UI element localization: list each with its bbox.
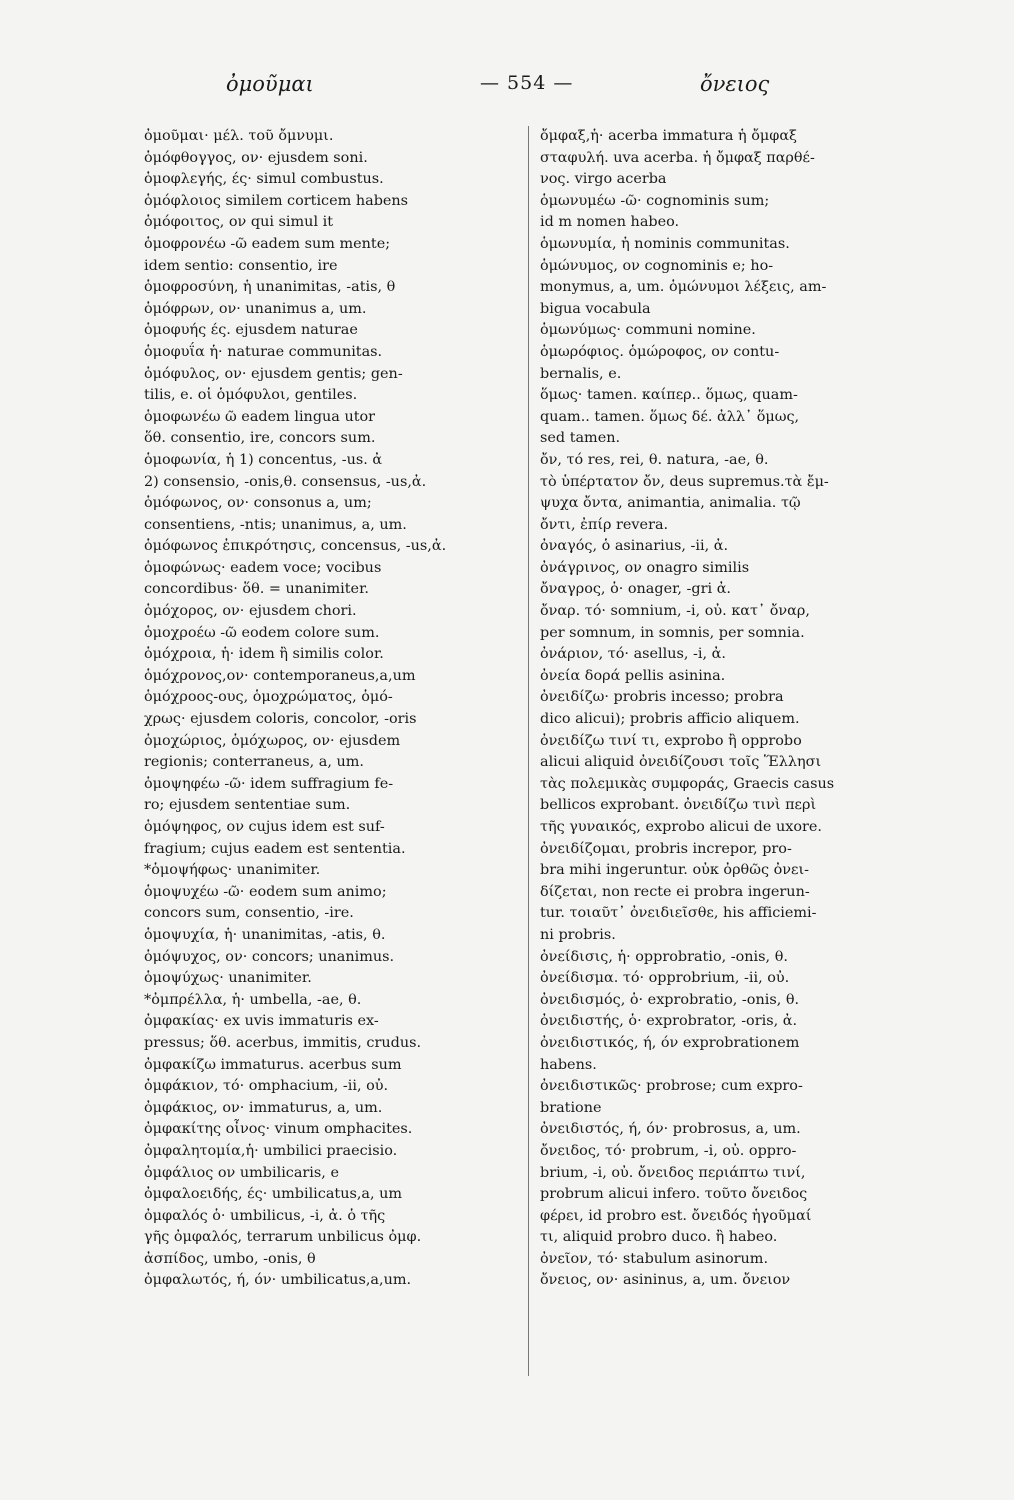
entry-line: dico alicui); probris afficio aliquem. — [540, 711, 800, 728]
entry-line: ὁμοφλεγής, ές· simul combustus. — [144, 171, 384, 188]
entry-line: ὀνειδίζομαι, probris increpor, pro- — [540, 840, 792, 857]
entry-line: ὁμόφωνος, ον· consonus a, um; — [144, 495, 372, 512]
entry-line: ὄμφαξ,ἡ· acerba immatura ἡ ὄμφαξ — [540, 128, 797, 144]
entry-line: ὀνειδιστής, ὁ· exprobrator, -oris, ἀ. — [540, 1013, 798, 1030]
entry-line: τῆς γυναικός, exprobo alicui de uxore. — [540, 819, 822, 835]
entry-line: ὁμόφυλος, ον· ejusdem gentis; gen- — [144, 365, 403, 382]
entry-line: ro; ejusdem sententiae sum. — [144, 797, 351, 814]
entry-line: ὁμωνυμέω -ῶ· cognominis sum; — [540, 192, 770, 209]
page-number: — 554 — — [480, 72, 574, 94]
entry-line: τὸ ὑπέρτατον ὄν, deus supremus.τὰ ἔμ- — [540, 473, 829, 490]
entry-line: φέρει, id probro est. ὄνειδός ἡγοῦμαί — [540, 1207, 812, 1224]
entry-line: ὀνάγρινος, ον onagro similis — [540, 559, 750, 576]
entry-line: ὁμοχροέω -ῶ eodem colore sum. — [144, 624, 380, 641]
entry-line: ὁμόψυχος, ον· concors; unanimus. — [144, 948, 395, 965]
entry-line: *ὀμπρέλλα, ἡ· umbella, -ae, θ. — [144, 991, 362, 1008]
entry-line: ὁμόψηφος, ον cujus idem est suf- — [144, 819, 385, 835]
entry-line: ὀνειδίζω τινί τι, exprobo ἢ opprobo — [540, 732, 802, 749]
entry-line: ὁμωρόφιος. ὁμώροφος, ον contu- — [540, 343, 780, 360]
entry-line: consentiens, -ntis; unanimus, a, um. — [144, 516, 407, 533]
entry-line: tilis, e. οἱ ὁμόφυλοι, gentiles. — [144, 387, 358, 404]
entry-line: τὰς πολεμικὰς συμφοράς, Graecis casus — [540, 775, 835, 792]
entry-line: ὁμοφροσύνη, ἡ unanimitas, -atis, θ — [144, 279, 396, 296]
entry-line: ὄντι, ἐπίρ revera. — [540, 516, 669, 533]
entry-line: id m nomen habeo. — [540, 214, 680, 231]
entry-line: ὁμόχροος-ους, ὁμοχρώματος, ὁμό- — [144, 689, 393, 706]
left-column — [144, 126, 520, 1292]
entry-line: ὁμοψύχως· unanimiter. — [144, 970, 312, 987]
entry-line: pressus; ὅθ. acerbus, immitis, crudus. — [144, 1034, 422, 1051]
entry-line: habens. — [540, 1056, 597, 1073]
entry-line: concors sum, consentio, -ire. — [144, 905, 354, 922]
entry-line: 2) consensio, -onis,θ. consensus, -us,ἀ. — [144, 473, 427, 490]
entry-line: ὁμοψυχέω -ῶ· eodem sum animo; — [144, 883, 387, 900]
entry-line: ὀνεία δορά pellis asinina. — [540, 667, 726, 684]
entry-line: ὁμόφθογγος, ον· ejusdem soni. — [144, 149, 368, 166]
entry-line: ὁμοφυΐα ἡ· naturae communitas. — [144, 343, 383, 360]
entry-line: ὀμφαλοειδής, ές· umbilicatus,a, um — [144, 1186, 403, 1203]
entry-line: ὁμόχροια, ἡ· idem ἢ similis color. — [144, 646, 384, 663]
left-running-headword: ὀμοῦμαι — [226, 72, 314, 96]
entry-line: bigua vocabula — [540, 300, 651, 317]
entry-line: ὀμφαλητομία,ἡ· umbilici praecisio. — [144, 1142, 398, 1159]
entry-line: ὀναγός, ὁ asinarius, -ii, ἀ. — [540, 538, 729, 555]
entry-line: ὁμόφρων, ον· unanimus a, um. — [144, 300, 367, 317]
entry-line: ὁμωνυμία, ἡ nominis communitas. — [540, 235, 790, 252]
entry-line: ὀμφάλιος ον umbilicaris, e — [144, 1164, 339, 1181]
entry-line: ὀμφακίτης οἶνος· vinum omphacites. — [144, 1121, 413, 1138]
entry-line: ὄναγρος, ὁ· onager, -gri ἀ. — [540, 581, 731, 598]
entry-line: *ὁμοψήφως· unanimiter. — [144, 862, 321, 879]
entry-line: ὁμοφωνέω ῶ eadem lingua utor — [144, 408, 376, 425]
entry-line: ὄν, τό res, rei, θ. natura, -ae, θ. — [540, 451, 769, 468]
entry-line: ὀμοῦμαι· μέλ. τοῦ ὄμνυμι. — [144, 128, 334, 144]
entry-line: sed tamen. — [540, 430, 621, 447]
entry-line: bra mihi ingeruntur. οὐκ ὀρθῶς ὀνει- — [540, 862, 809, 879]
entry-line: ὄναρ. τό· somnium, -i, οὐ. κατ᾽ ὄναρ, — [540, 603, 810, 620]
entry-line: ὁμοχώριος, ὁμόχωρος, ον· ejusdem — [144, 732, 401, 749]
entry-line: σταφυλή. uva acerba. ἡ ὄμφαξ παρθέ- — [540, 149, 815, 166]
entry-line: ὀνεῖον, τό· stabulum asinorum. — [540, 1250, 769, 1267]
entry-line: ὁμοφώνως· eadem voce; vocibus — [144, 559, 382, 576]
entry-line: concordibus· ὅθ. = unanimiter. — [144, 581, 369, 598]
page-header — [0, 72, 1014, 106]
entry-line: ὅθ. consentio, ire, concors sum. — [144, 430, 376, 447]
entry-line: ὀνείδισμα. τό· opprobrium, -ii, οὐ. — [540, 970, 790, 987]
entry-line: ὀνάριον, τό· asellus, -i, ἀ. — [540, 646, 726, 663]
entry-line: alicui aliquid ὀνειδίζουσι τοῖς Ἕλλησι — [540, 754, 822, 771]
entry-line: ψυχα ὄντα, animantia, animalia. τῷ — [540, 495, 801, 512]
entry-line: ὀμφάκιος, ον· immaturus, a, um. — [144, 1099, 383, 1116]
entry-line: δίζεται, non recte ei probra ingerun- — [540, 883, 810, 900]
entry-line: idem sentio: consentio, ire — [144, 257, 338, 274]
entry-line: χρως· ejusdem coloris, concolor, -oris — [144, 711, 417, 728]
entry-line: ὀμφάκιον, τό· omphacium, -ii, οὐ. — [144, 1078, 389, 1095]
entry-line: ὀνειδιστικῶς· probrose; cum expro- — [540, 1078, 803, 1095]
entry-line: ὁμοψηφέω -ῶ· idem suffragium fe- — [144, 775, 394, 792]
column-divider — [528, 126, 529, 1376]
entry-line: bernalis, e. — [540, 365, 622, 382]
entry-line: bratione — [540, 1099, 602, 1116]
entry-line: ὁμόφοιτος, ον qui simul it — [144, 214, 334, 231]
entry-line: ὁμόφλοιος similem corticem habens — [144, 192, 409, 209]
entry-line: ὀμφακίας· ex uvis immaturis ex- — [144, 1013, 379, 1030]
entry-line: ὀνειδιστός, ή, όν· probrosus, a, um. — [540, 1121, 801, 1138]
entry-line: ὀμφαλωτός, ή, όν· umbilicatus,a,um. — [144, 1272, 412, 1289]
entry-line: ὀμφακίζω immaturus. acerbus sum — [144, 1056, 402, 1073]
entry-line: ὁμοφυής ές. ejusdem naturae — [144, 322, 358, 339]
entry-line: τι, aliquid probro duco. ἢ habeo. — [540, 1229, 778, 1246]
entry-line: tur. τοιαῦτ᾽ ὀνειδιεῖσθε, his afficiemi- — [540, 905, 817, 922]
entry-line: ὄνειος, ον· asininus, a, um. ὄνειον — [540, 1272, 791, 1289]
entry-line: quam.. tamen. ὅμως δέ. ἀλλ᾽ ὅμως, — [540, 408, 800, 425]
entry-line: ὁμόφωνος ἐπικρότησις, concensus, -us,ἀ. — [144, 538, 447, 555]
entry-line: fragium; cujus eadem est sententia. — [144, 840, 406, 857]
entry-line: ὀμφαλός ὁ· umbilicus, -i, ἀ. ὁ τῆς — [144, 1207, 386, 1224]
entry-line: probrum alicui infero. τοῦτο ὄνειδος — [540, 1186, 808, 1203]
entry-line: ἀσπίδος, umbo, -onis, θ — [144, 1250, 316, 1267]
entry-line: ὄνειδος, τό· probrum, -i, οὐ. oppro- — [540, 1142, 797, 1159]
entry-line: νος. virgo acerba — [540, 171, 667, 188]
entry-line: brium, -i, οὐ. ὄνειδος περιάπτω τινί, — [540, 1164, 806, 1181]
entry-line: ὀνειδιστικός, ή, όν exprobrationem — [540, 1034, 800, 1051]
entry-line: ὁμοφωνία, ἡ 1) concentus, -us. ἀ — [144, 451, 383, 468]
entry-line: ὁμόχορος, ον· ejusdem chori. — [144, 603, 357, 620]
entry-line: ὀνειδισμός, ὁ· exprobratio, -onis, θ. — [540, 991, 800, 1008]
entry-line: per somnum, in somnis, per somnia. — [540, 624, 805, 641]
entry-line: ὁμόχρονος,ον· contemporaneus,a,um — [144, 667, 416, 684]
entry-line: ὁμοψυχία, ἡ· unanimitas, -atis, θ. — [144, 926, 386, 943]
entry-line: ὁμοφρονέω -ῶ eadem sum mente; — [144, 235, 391, 252]
entry-line: γῆς ὀμφαλός, terrarum unbilicus ὀμφ. — [144, 1229, 422, 1246]
entry-line: ὀνειδίζω· probris incesso; probra — [540, 689, 784, 706]
entry-line: monymus, a, um. ὁμώνυμοι λέξεις, am- — [540, 279, 827, 296]
entry-line: ὁμωνύμως· communi nomine. — [540, 322, 756, 339]
entry-line: ὁμώνυμος, ον cognominis e; ho- — [540, 257, 774, 274]
entry-line: regionis; conterraneus, a, um. — [144, 754, 364, 771]
entry-line: ὀνείδισις, ἡ· opprobratio, -onis, θ. — [540, 948, 788, 965]
entry-line: bellicos exprobant. ὀνειδίζω τινὶ περὶ — [540, 797, 817, 814]
entry-line: ὅμως· tamen. καίπερ.. ὅμως, quam- — [540, 387, 798, 404]
entry-line: ni probris. — [540, 926, 616, 943]
right-running-headword: ὄνειος — [700, 72, 770, 96]
right-column — [540, 126, 930, 1292]
